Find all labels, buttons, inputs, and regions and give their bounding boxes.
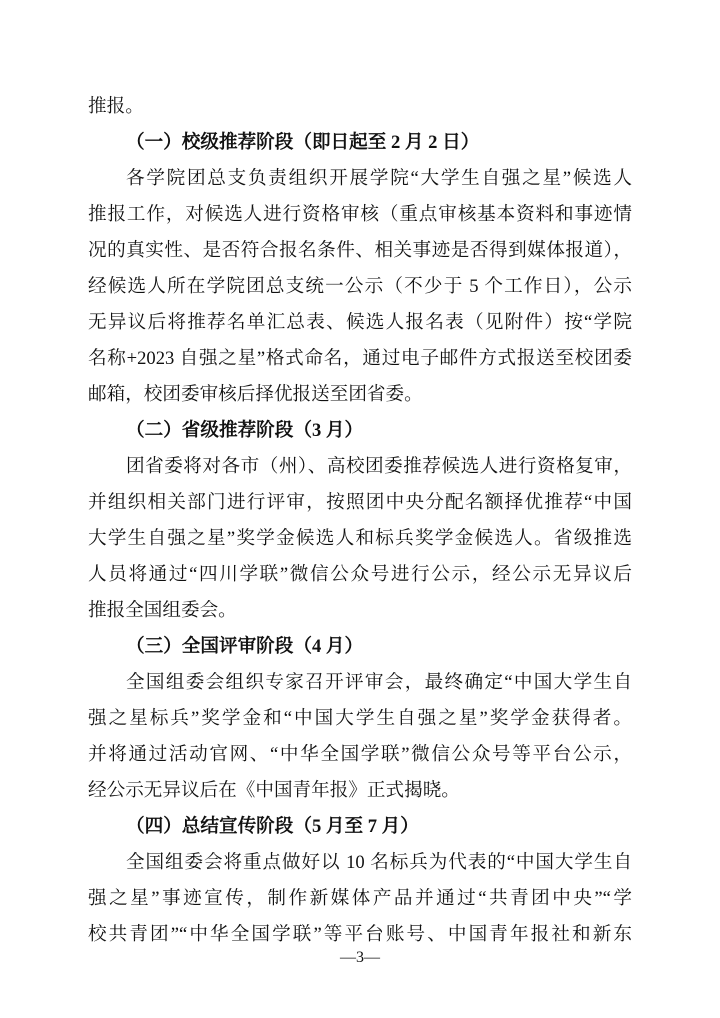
paragraph-line: 全国组委会将重点做好以 10 名标兵为代表的“中国大学生自: [126, 852, 632, 873]
section-heading-1: （一）校级推荐阶段（即日起至 2 月 2 日）: [126, 132, 480, 153]
section-heading-2: （二）省级推荐阶段（3 月）: [126, 420, 364, 441]
paragraph-line: 团省委将对各市（州）、高校团委推荐候选人进行资格复审，: [126, 456, 632, 477]
paragraph-line: 人员将通过“四川学联”微信公众号进行公示，经公示无异议后: [88, 564, 632, 585]
paragraph-line: 邮箱，校团委审核后择优报送至团省委。: [88, 384, 423, 405]
paragraph-line: 况的真实性、是否符合报名条件、相关事迹是否得到媒体报道），: [88, 240, 632, 261]
paragraph-line: 并组织相关部门进行评审，按照团中央分配名额择优推荐“中国: [88, 492, 632, 513]
paragraph-line: 名称+2023 自强之星”格式命名，通过电子邮件方式报送至校团委: [88, 348, 632, 369]
paragraph-line: 校共青团”“中华全国学联”等平台账号、中国青年报社和新东: [88, 924, 632, 945]
section-heading-4: （四）总结宣传阶段（5 月至 7 月）: [126, 816, 419, 837]
paragraph-line: 并将通过活动官网、“中华全国学联”微信公众号等平台公示，: [88, 744, 632, 765]
body-text: [88, 89, 632, 953]
paragraph-line: 推报工作，对候选人进行资格审核（重点审核基本资料和事迹情: [88, 204, 632, 225]
paragraph-line: 强之星标兵”奖学金和“中国大学生自强之星”奖学金获得者。: [88, 708, 632, 729]
paragraph-line: 全国组委会组织专家召开评审会，最终确定“中国大学生自: [126, 672, 632, 693]
paragraph-line: 各学院团总支负责组织开展学院“大学生自强之星”候选人: [126, 168, 632, 189]
paragraph-line: 强之星”事迹宣传，制作新媒体产品并通过“共青团中央”“学: [88, 888, 632, 909]
page-number: —3—: [340, 949, 380, 966]
paragraph-line: 无异议后将推荐名单汇总表、候选人报名表（见附件）按“学院: [88, 312, 632, 333]
paragraph-line: 大学生自强之星”奖学金候选人和标兵奖学金候选人。省级推选: [88, 528, 632, 549]
paragraph-line: 推报全国组委会。: [88, 600, 237, 621]
section-heading-3: （三）全国评审阶段（4 月）: [126, 636, 364, 657]
paragraph-line: 经候选人所在学院团总支统一公示（不少于 5 个工作日），公示: [88, 276, 632, 297]
paragraph-line: 经公示无异议后在《中国青年报》正式揭晓。: [88, 780, 460, 801]
lead-line: 推报。: [88, 96, 144, 117]
